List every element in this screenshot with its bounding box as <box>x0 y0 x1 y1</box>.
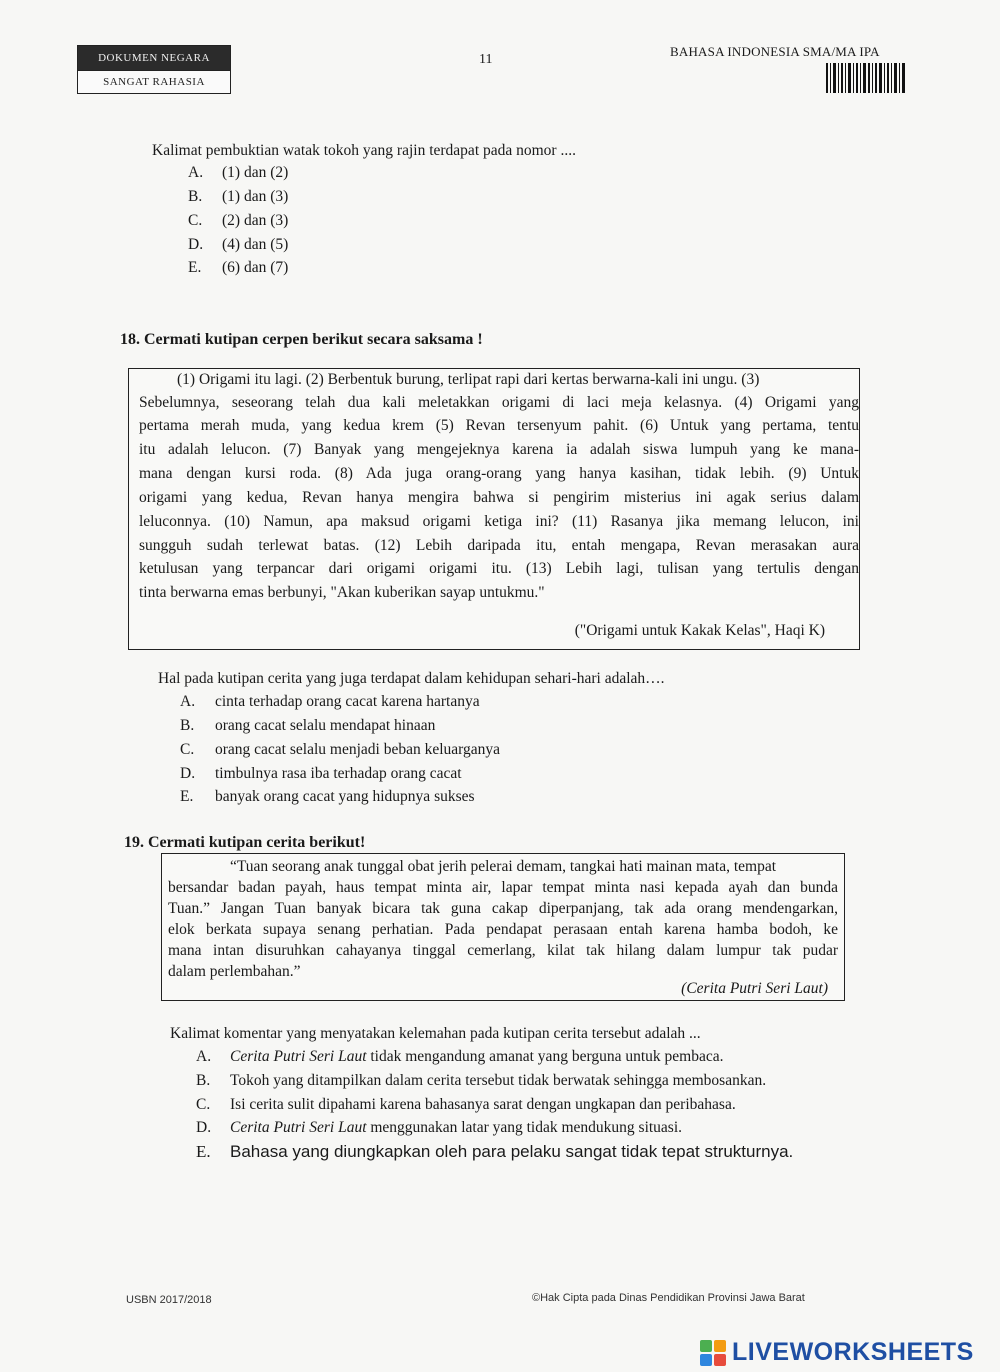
secret-label: SANGAT RAHASIA <box>78 70 230 93</box>
passage-line: Sebelumnya, seseorang telah dua kali meletakkan origami di laci meja kelasnya. (4) Origami yang <box>139 394 859 411</box>
option-text[interactable]: Tokoh yang ditampilkan dalam cerita tersebut tidak berwatak sehingga membosankan. <box>230 1072 767 1089</box>
passage-line: itu adalah lelucon. (7) Banyak yang mengejeknya karena ia adalah siswa lumpuh yang ke mana- <box>139 441 859 458</box>
passage-line: dalam perlembahan.” <box>168 963 301 980</box>
passage-line: Tuan.” Jangan Tuan banyak bicara tak guna cakap diperpanjang, tak ada orang mendengarkan, <box>168 900 838 917</box>
passage-line: (1) Origami itu lagi. (2) Berbentuk burung, terlipat rapi dari kertas berwarna-kali ini ungu. (3) <box>177 371 760 388</box>
passage-line: mana intan disuruhkan cahayanya tinggal cemerlang, kilat tak hilang dalam lumpur tak pudar <box>168 942 838 959</box>
passage-line: “Tuan seorang anak tunggal obat jerih pelerai demam, tangkai hati mainan mata, tempat <box>230 858 777 875</box>
option-text[interactable]: (6) dan (7) <box>222 259 289 276</box>
option-text[interactable] <box>230 1119 682 1137</box>
option-text[interactable]: (2) dan (3) <box>222 212 289 229</box>
footer-exam-year: USBN 2017/2018 <box>126 1294 212 1306</box>
passage-line: elok berkata supaya senang perhatian. Pada pendapat perasaan entah karena hamba bodoh, ke <box>168 921 838 938</box>
option-letter: B. <box>180 717 195 734</box>
passage-line: mana dengan kursi roda. (8) Ada juga orang-orang yang hanya kasihan, tidak lebih. (9) Untuk <box>139 465 859 482</box>
barcode-icon <box>826 63 906 93</box>
option-letter: B. <box>196 1072 211 1089</box>
option-text[interactable]: Isi cerita sulit dipahami karena bahasanya sarat dengan ungkapan dan peribahasa. <box>230 1096 736 1113</box>
passage-line: sungguh sudah terlewat batas. (12) Lebih daripada itu, entah mengapa, Revan merasakan aura <box>139 537 859 554</box>
option-text[interactable]: timbulnya rasa iba terhadap orang cacat <box>215 765 462 782</box>
liveworksheets-grid-icon <box>700 1340 726 1366</box>
option-letter: D. <box>196 1119 212 1136</box>
option-letter: A. <box>196 1048 212 1065</box>
option-text[interactable]: Bahasa yang diungkapkan oleh para pelaku sangat tidak tepat strukturnya. <box>230 1142 794 1161</box>
option-letter: C. <box>196 1096 211 1113</box>
passage-line: tinta berwarna emas berbunyi, "Akan kuberikan sayap untukmu." <box>139 584 545 601</box>
option-rest: menggunakan latar yang tidak mendukung situasi. <box>366 1119 683 1136</box>
liveworksheets-brand: LIVEWORKSHEETS <box>732 1338 974 1366</box>
document-label-box <box>77 45 231 94</box>
option-letter: E. <box>188 259 202 276</box>
option-text[interactable]: (1) dan (3) <box>222 188 289 205</box>
option-letter: E. <box>180 788 194 805</box>
question-19-title: 19. Cermati kutipan cerita berikut! <box>124 834 366 851</box>
question-18-passage <box>128 368 860 650</box>
passage-line: pertama merah muda, yang kedua krem (5) Revan tersenyum pahit. (6) Untuk yang pertama, tentu <box>139 417 859 434</box>
passage-line: origami yang kedua, Revan hanya mengira bahwa si pengirim misterius ini agak serius dalam <box>139 489 859 506</box>
passage-line: bersandar badan payah, haus tempat minta air, lapar tempat minta nasi kepada ayah dan bunda <box>168 879 838 896</box>
subject-title: BAHASA INDONESIA SMA/MA IPA <box>670 44 880 59</box>
question-18-prompt: Hal pada kutipan cerita yang juga terdapat dalam kehidupan sehari-hari adalah…. <box>158 670 665 687</box>
option-text[interactable]: banyak orang cacat yang hidupnya sukses <box>215 788 475 805</box>
passage-source: ("Origami untuk Kakak Kelas", Haqi K) <box>574 622 825 639</box>
passage-line: ketulusan yang terpancar dari origami origami itu. (13) Lebih lagi, tulisan yang tertulis dengan <box>139 560 859 577</box>
option-letter: E. <box>196 1142 211 1161</box>
option-letter: C. <box>180 741 195 758</box>
option-text[interactable] <box>230 1048 723 1066</box>
option-text[interactable]: orang cacat selalu menjadi beban keluarganya <box>215 741 501 758</box>
option-text[interactable]: cinta terhadap orang cacat karena hartanya <box>215 693 480 710</box>
option-text[interactable]: (4) dan (5) <box>222 236 289 253</box>
option-rest: tidak mengandung amanat yang berguna untuk pembaca. <box>366 1048 724 1065</box>
option-letter: A. <box>180 693 196 710</box>
doc-label: DOKUMEN NEGARA <box>78 46 230 70</box>
question-18-title: 18. Cermati kutipan cerpen berikut secara saksama ! <box>120 331 483 348</box>
option-letter: A. <box>188 164 204 181</box>
option-letter: B. <box>188 188 203 205</box>
prev-question-prompt: Kalimat pembuktian watak tokoh yang rajin terdapat pada nomor .... <box>152 142 576 159</box>
footer-copyright: ©Hak Cipta pada Dinas Pendidikan Provinsi Jawa Barat <box>532 1292 805 1304</box>
option-italic: Cerita Putri Seri Laut <box>230 1048 367 1065</box>
passage-line: leluconnya. (10) Namun, apa maksud origami ketiga ini? (11) Rasanya jika memang lelucon, ini <box>139 513 859 530</box>
passage-source: (Cerita Putri Seri Laut) <box>681 980 828 997</box>
question-19-passage <box>161 853 845 1001</box>
question-19-prompt: Kalimat komentar yang menyatakan kelemahan pada kutipan cerita tersebut adalah ... <box>170 1025 701 1042</box>
option-text[interactable]: (1) dan (2) <box>222 164 289 181</box>
page-number: 11 <box>479 52 493 67</box>
option-italic: Cerita Putri Seri Laut <box>230 1119 367 1136</box>
option-letter: C. <box>188 212 203 229</box>
option-text[interactable]: orang cacat selalu mendapat hinaan <box>215 717 436 734</box>
option-letter: D. <box>180 765 196 782</box>
liveworksheets-logo[interactable] <box>700 1338 974 1367</box>
option-letter: D. <box>188 236 204 253</box>
